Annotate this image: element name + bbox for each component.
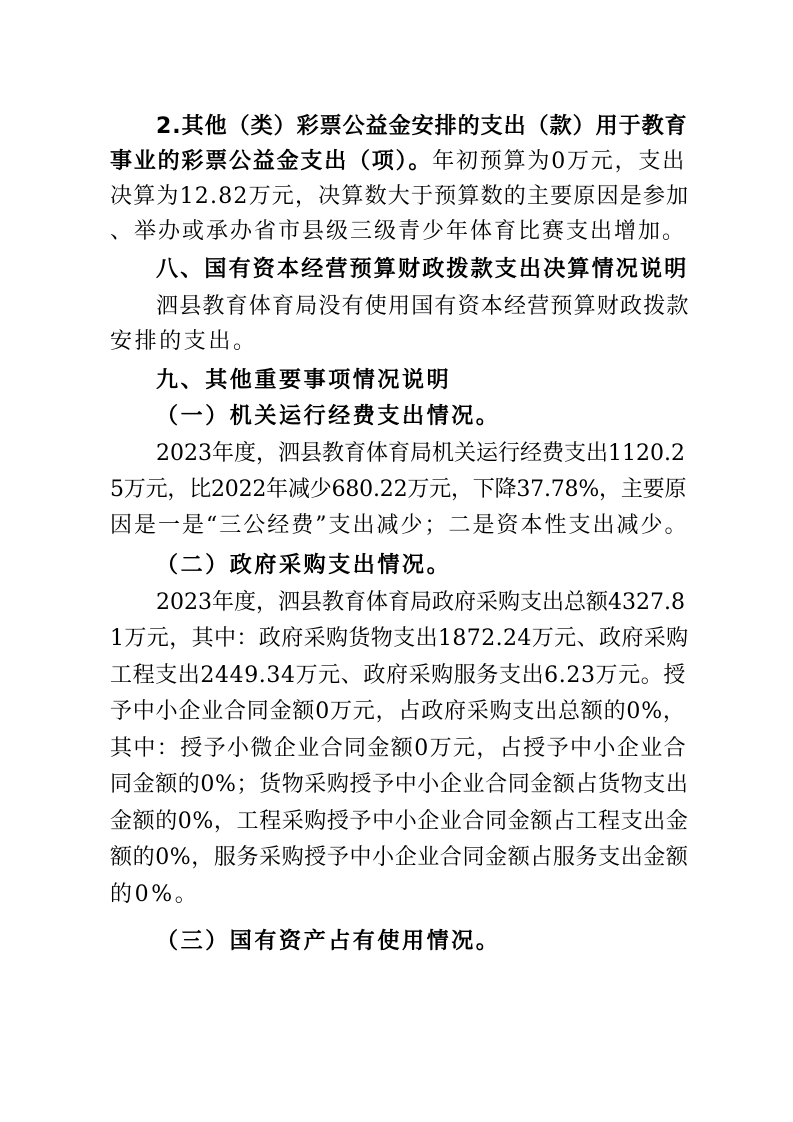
para-9-2-line-7: 金额的0%，工程采购授予中小企业合同金额占工程支出金 xyxy=(110,809,689,834)
para-lottery-line-3: 决算为12.82万元，决算数大于预算数的主要原因是参加 xyxy=(110,184,690,209)
heading-section-9-1: （一）机关运行经费支出情况。 xyxy=(156,404,501,429)
para-9-2-line-4: 予中小企业合同金额0万元，占政府采购支出总额的0%， xyxy=(110,699,686,724)
lottery-budget-text: 年初预算为0万元，支出 xyxy=(432,149,687,174)
heading-section-9: 九、其他重要事项情况说明 xyxy=(156,368,452,393)
heading-section-9-2: （二）政府采购支出情况。 xyxy=(156,553,452,578)
para-9-1-line-1: 2023年度，泗县教育体育局机关运行经费支出1120.2 xyxy=(156,441,685,466)
para-lottery-line-1 xyxy=(156,110,688,144)
para-9-2-line-1: 2023年度，泗县教育体育局政府采购支出总额4327.8 xyxy=(156,590,685,615)
heading-section-8: 八、国有资本经营预算财政拨款支出决算情况说明 xyxy=(156,257,689,282)
para-9-2-line-8: 额的0%，服务采购授予中小企业合同金额占服务支出金额 xyxy=(110,845,689,870)
para-section-8-line-1: 泗县教育体育局没有使用国有资本经营预算财政拨款 xyxy=(156,294,690,319)
para-lottery-line-4: 、举办或承办省市县级三级青少年体育比赛支出增加。 xyxy=(110,219,687,244)
lottery-item-bold: 事业的彩票公益金支出（项）。 xyxy=(110,149,433,174)
para-9-2-line-6: 同金额的0%；货物采购授予中小企业合同金额占货物支出 xyxy=(110,772,689,797)
para-9-2-line-2: 1万元，其中：政府采购货物支出1872.24万元、政府采购 xyxy=(110,626,689,651)
para-9-1-line-2: 5万元，比2022年减少680.22万元，下降37.78%，主要原 xyxy=(110,477,687,502)
para-9-2-line-5: 其中：授予小微企业合同金额0万元，占授予中小企业合 xyxy=(110,736,687,761)
para-9-1-line-3: 因是一是“三公经费”支出减少；二是资本性支出减少。 xyxy=(110,513,689,538)
para-section-8-line-2: 安排的支出。 xyxy=(110,329,258,354)
para-lottery-line-2 xyxy=(110,145,686,179)
para-9-2-line-3: 工程支出2449.34万元、政府采购服务支出6.23万元。授 xyxy=(110,663,686,688)
lottery-heading-bold: 2.其他（类）彩票公益金安排的支出（款）用于教育 xyxy=(156,114,688,139)
para-9-2-line-9: 的0%。 xyxy=(110,882,200,907)
heading-section-9-3: （三）国有资产占有使用情况。 xyxy=(156,929,501,954)
